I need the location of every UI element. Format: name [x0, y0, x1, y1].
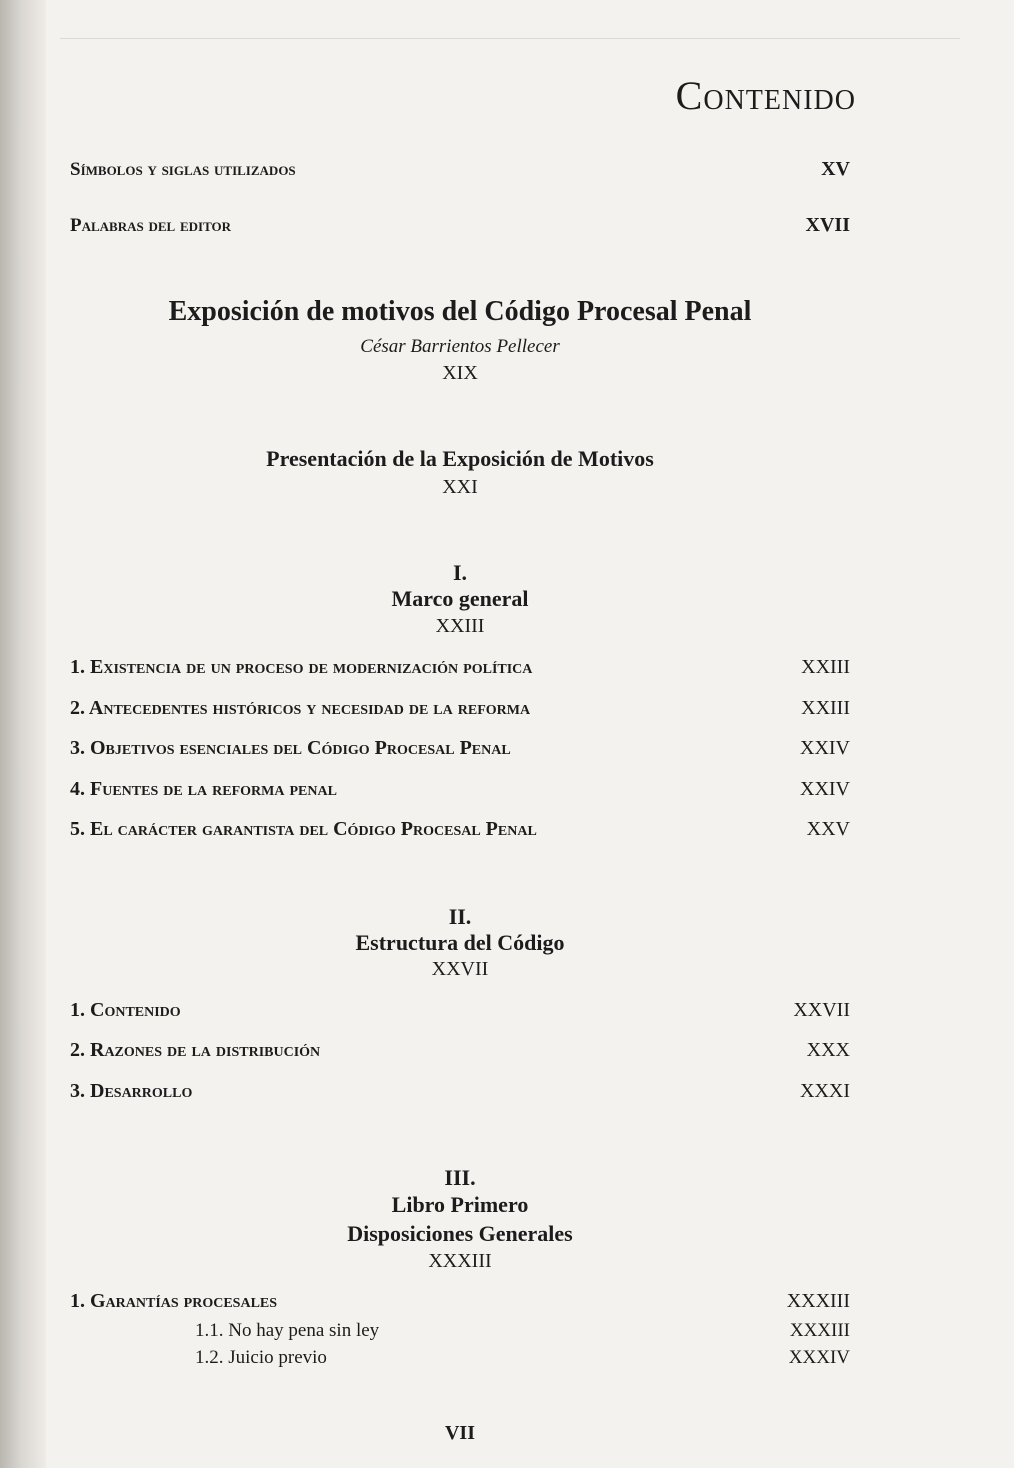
- toc-entry-label: 2. Razones de la distribución: [70, 1039, 321, 1061]
- toc-subentry-1-1[interactable]: [195, 1320, 850, 1342]
- toc-entry-simbolos[interactable]: [70, 158, 850, 181]
- section2-title[interactable]: Estructura del Código: [355, 930, 565, 955]
- toc-entry-page: XXXI: [800, 1080, 850, 1102]
- section1-number: I.: [452, 560, 468, 585]
- toc-subentry-label: 1.2. Juicio previo: [195, 1347, 327, 1368]
- toc-entry-palabras[interactable]: [70, 214, 850, 237]
- toc-entry-page: XV: [821, 158, 850, 180]
- page-gutter-shadow: [0, 0, 46, 1468]
- section3-page: XXXIII: [428, 1250, 492, 1272]
- toc-entry-s1-1[interactable]: [70, 656, 850, 679]
- toc-entry-label: 3. Desarrollo: [70, 1080, 193, 1102]
- toc-entry-page: XXXIII: [786, 1290, 850, 1312]
- toc-subentry-page: XXXIII: [789, 1320, 850, 1341]
- toc-entry-page: XXIII: [801, 656, 850, 678]
- section3-number: III.: [444, 1165, 476, 1190]
- toc-entry-page: XXIV: [800, 737, 850, 759]
- toc-entry-s1-4[interactable]: [70, 778, 850, 801]
- toc-entry-s3-1[interactable]: [70, 1290, 850, 1313]
- toc-entry-page: XXV: [806, 818, 850, 840]
- section2-number: II.: [448, 904, 472, 929]
- toc-entry-s1-5[interactable]: [70, 818, 850, 841]
- toc-entry-label: 4. Fuentes de la reforma penal: [70, 778, 337, 800]
- presentacion-page: XXI: [442, 476, 478, 498]
- section3-subtitle[interactable]: Disposiciones Generales: [347, 1221, 573, 1246]
- toc-entry-s1-2[interactable]: [70, 697, 850, 720]
- exposicion-title[interactable]: Exposición de motivos del Código Procesal Penal: [168, 296, 752, 327]
- section2-page: XXVII: [431, 958, 489, 980]
- toc-entry-label: 5. El carácter garantista del Código Procesal Penal: [70, 818, 537, 840]
- section1-page: XXIII: [435, 615, 485, 637]
- toc-subentry-label: 1.1. No hay pena sin ley: [195, 1320, 380, 1341]
- toc-entry-s2-3[interactable]: [70, 1080, 850, 1103]
- toc-entry-s1-3[interactable]: [70, 737, 850, 760]
- toc-entry-s2-2[interactable]: [70, 1039, 850, 1062]
- toc-entry-label: Palabras del editor: [70, 215, 232, 236]
- section1-title[interactable]: Marco general: [391, 586, 529, 611]
- toc-entry-page: XXIII: [801, 697, 850, 719]
- toc-entry-label: 1. Contenido: [70, 999, 181, 1021]
- toc-subentry-1-2[interactable]: [195, 1347, 850, 1369]
- toc-entry-label: 2. Antecedentes históricos y necesidad de la reforma: [70, 697, 531, 719]
- toc-entry-s2-1[interactable]: [70, 999, 850, 1022]
- toc-entry-page: XVII: [805, 214, 850, 236]
- page-folio: VII: [444, 1422, 475, 1444]
- presentacion-title[interactable]: Presentación de la Exposición de Motivos: [266, 446, 654, 471]
- exposicion-page: XIX: [442, 362, 478, 384]
- section3-title[interactable]: Libro Primero: [391, 1192, 529, 1217]
- exposicion-author: César Barrientos Pellecer: [360, 336, 560, 357]
- toc-subentry-page: XXXIV: [788, 1347, 850, 1368]
- toc-entry-label: 1. Garantías procesales: [70, 1290, 278, 1312]
- toc-entry-page: XXX: [806, 1039, 850, 1061]
- header-rule: [60, 38, 960, 39]
- toc-entry-label: 1. Existencia de un proceso de modernización política: [70, 656, 533, 678]
- toc-entry-label: Símbolos y siglas utilizados: [70, 159, 296, 180]
- toc-entry-page: XXIV: [800, 778, 850, 800]
- toc-entry-page: XXVII: [793, 999, 850, 1021]
- page-title: Contenido: [675, 73, 856, 118]
- toc-entry-label: 3. Objetivos esenciales del Código Procesal Penal: [70, 737, 511, 759]
